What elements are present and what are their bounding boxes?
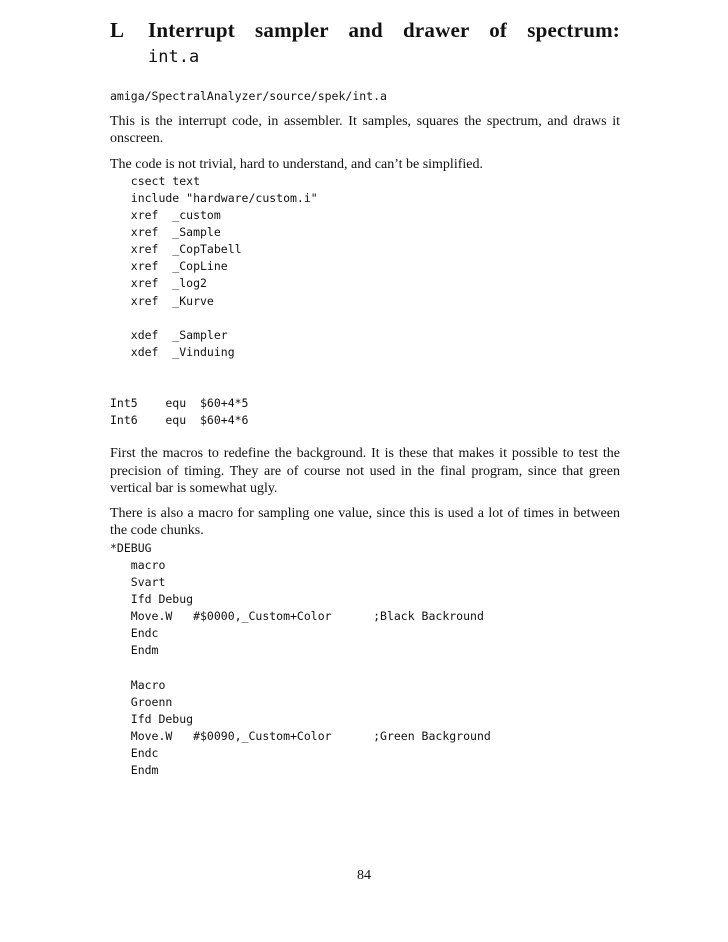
macros-paragraph: First the macros to redefine the background. It is these that makes it possible to test the precision of timing. They are of course not used in the final program, since that green vertical bar is somewhat ugly.: [110, 446, 620, 496]
complexity-paragraph: The code is not trivial, hard to understand, and can’t be simplified.: [110, 156, 483, 172]
section-title-filename: int.a: [148, 47, 200, 67]
document-page: [110, 16, 620, 779]
intro-paragraph: This is the interrupt code, in assembler. It samples, squares the spectrum, and draws it onscreen.: [110, 114, 620, 147]
page-number: 84: [357, 868, 371, 883]
code-block-macros: *DEBUG macro Svart Ifd Debug Move.W #$0000,_Custom+Color ;Black Backround Endc Endm Macro Groenn Ifd Debug Move.W #$0090,_Custom+Color ;Green Background Endc Endm: [110, 540, 491, 777]
section-title: [148, 16, 620, 70]
section-heading: [110, 16, 620, 70]
source-file-path: amiga/SpectralAnalyzer/source/spek/int.a: [110, 89, 387, 103]
appendix-letter: L: [110, 18, 125, 42]
sampling-macro-paragraph: There is also a macro for sampling one value, since this is used a lot of times in between the code chunks.: [110, 506, 620, 539]
code-block-declarations: csect text include "hardware/custom.i" xref _custom xref _Sample xref _CopTabell xref _CopLine xref _log2 xref _Kurve xdef _Sampler xdef _Vinduing Int5 equ $60+4*5 Int6 equ $60+4*6: [110, 173, 318, 428]
section-title-text: Interrupt sampler and drawer of spectrum:: [148, 18, 620, 42]
